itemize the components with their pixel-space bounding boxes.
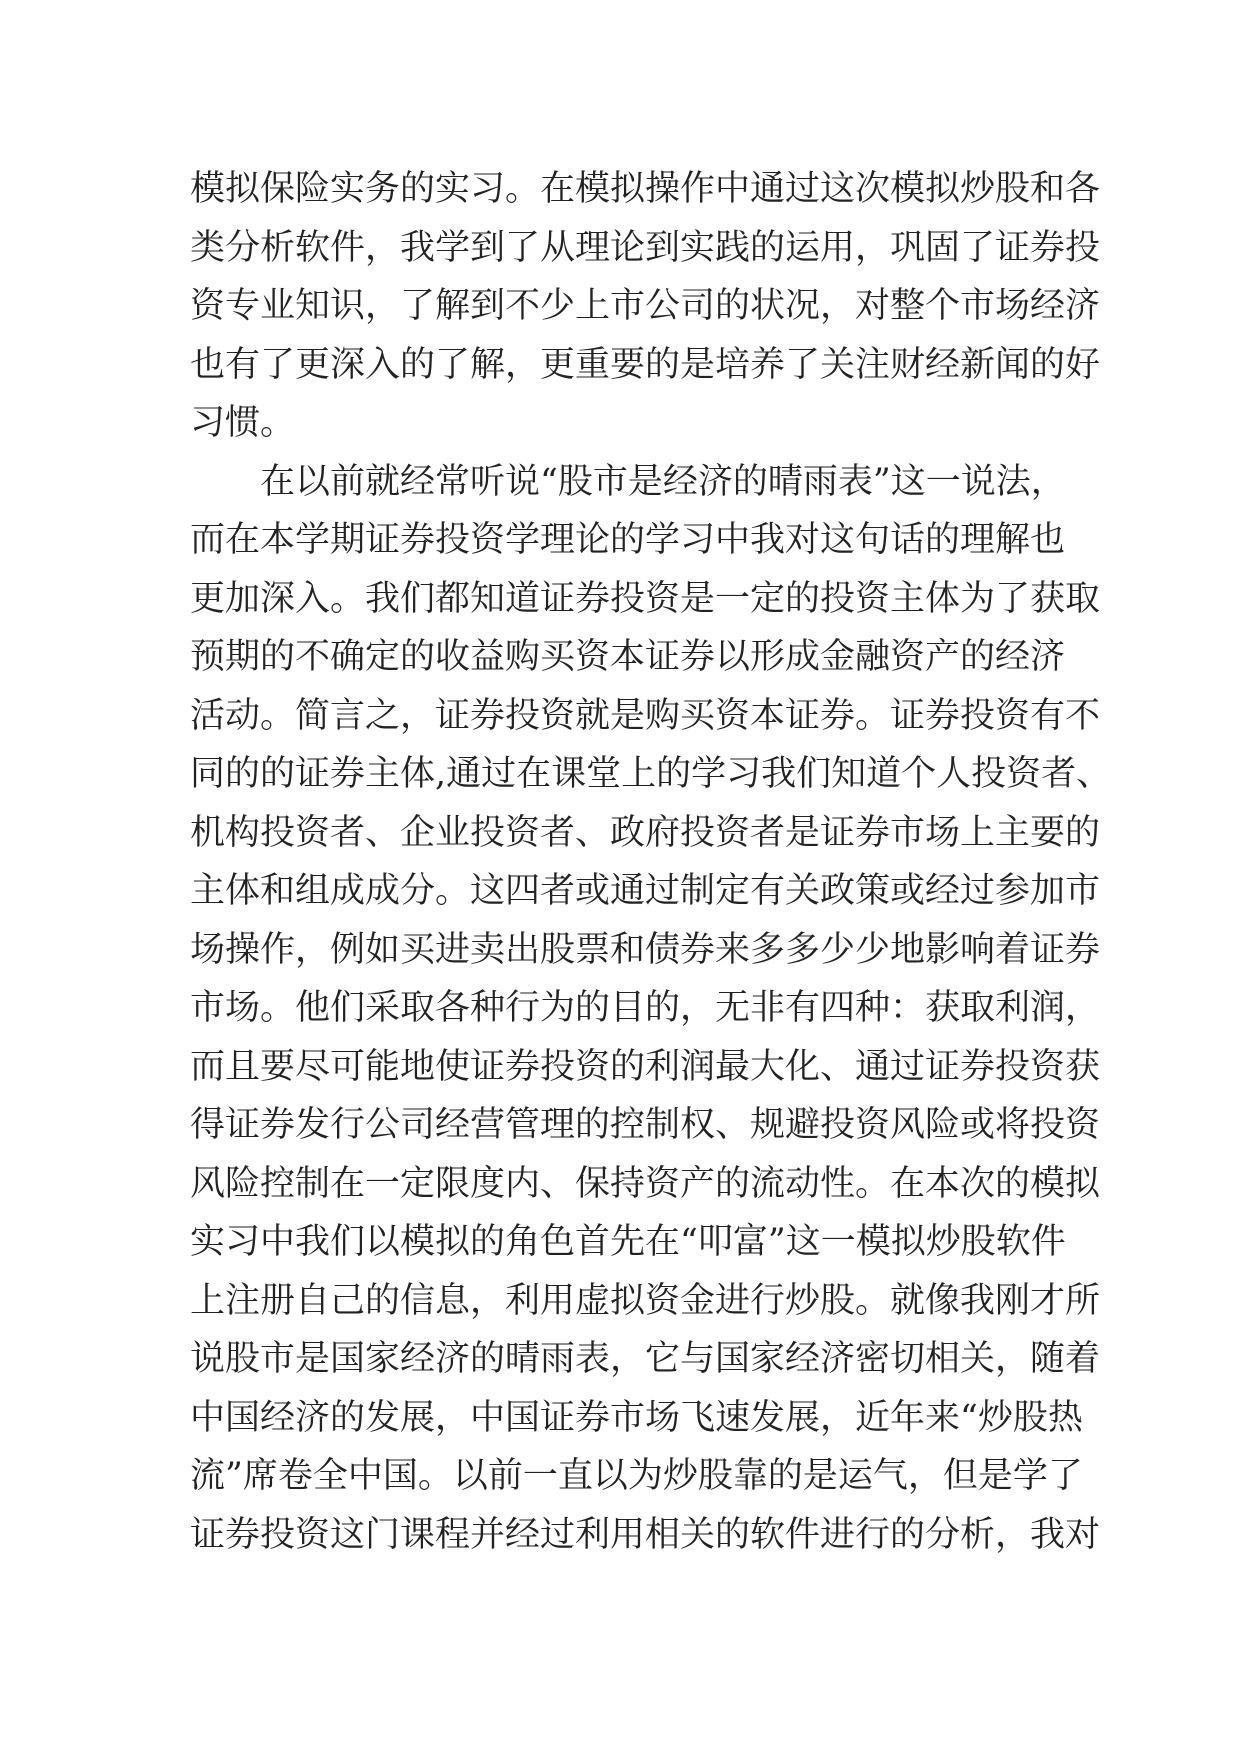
text-line: 风险控制在一定限度内、保持资产的流动性。在本次的模拟 — [190, 1163, 1101, 1204]
text-line: 中国经济的发展，中国证券市场飞速发展，近年来“炒股热 — [190, 1397, 1083, 1438]
text-line: 资专业知识，了解到不少上市公司的状况，对整个市场经济 — [190, 286, 1101, 326]
paragraph-1 — [190, 160, 1101, 453]
text-line: 习惯。 — [190, 403, 296, 443]
text-line: 活动。简言之，证券投资就是购买资本证券。证券投资有不 — [190, 695, 1101, 736]
text-line: 主体和组成成分。这四者或通过制定有关政策或经过参加市 — [190, 871, 1101, 911]
body-text — [190, 160, 1112, 1564]
text-line: 类分析软件，我学到了从理论到实践的运用，巩固了证券投 — [190, 227, 1101, 268]
text-line: 同的的证券主体,通过在课堂上的学习我们知道个人投资者、 — [190, 754, 1112, 794]
text-line: 说股市是国家经济的晴雨表，它与国家经济密切相关，随着 — [190, 1339, 1101, 1379]
text-line: 而且要尽可能地使证券投资的利润最大化、通过证券投资获 — [190, 1046, 1101, 1087]
text-line: 在以前就经常听说“股市是经济的晴雨表”这一说法， — [260, 461, 1066, 502]
text-line: 市场。他们采取各种行为的目的，无非有四种：获取利润， — [190, 988, 1101, 1028]
text-line: 而在本学期证券投资学理论的学习中我对这句话的理解也 — [190, 520, 1066, 560]
paragraph-2 — [190, 453, 1112, 1565]
text-line: 机构投资者、企业投资者、政府投资者是证券市场上主要的 — [190, 812, 1101, 853]
text-line: 实习中我们以模拟的角色首先在“叩富”这一模拟炒股软件 — [190, 1222, 1066, 1262]
text-line: 证券投资这门课程并经过利用相关的软件进行的分析，我对 — [190, 1514, 1101, 1555]
text-line: 模拟保险实务的实习。在模拟操作中通过这次模拟炒股和各 — [190, 169, 1101, 209]
text-line: 也有了更深入的了解，更重要的是培养了关注财经新闻的好 — [190, 344, 1101, 385]
text-line: 流”席卷全中国。以前一直以为炒股靠的是运气，但是学了 — [190, 1456, 1083, 1496]
text-line: 得证券发行公司经营管理的控制权、规避投资风险或将投资 — [190, 1105, 1101, 1145]
text-line: 上注册自己的信息，利用虚拟资金进行炒股。就像我刚才所 — [190, 1280, 1101, 1321]
text-line: 更加深入。我们都知道证券投资是一定的投资主体为了获取 — [190, 578, 1101, 619]
text-line: 预期的不确定的收益购买资本证券以形成金融资产的经济 — [190, 637, 1066, 677]
text-line: 场操作，例如买进卖出股票和债券来多多少少地影响着证券 — [190, 929, 1101, 970]
